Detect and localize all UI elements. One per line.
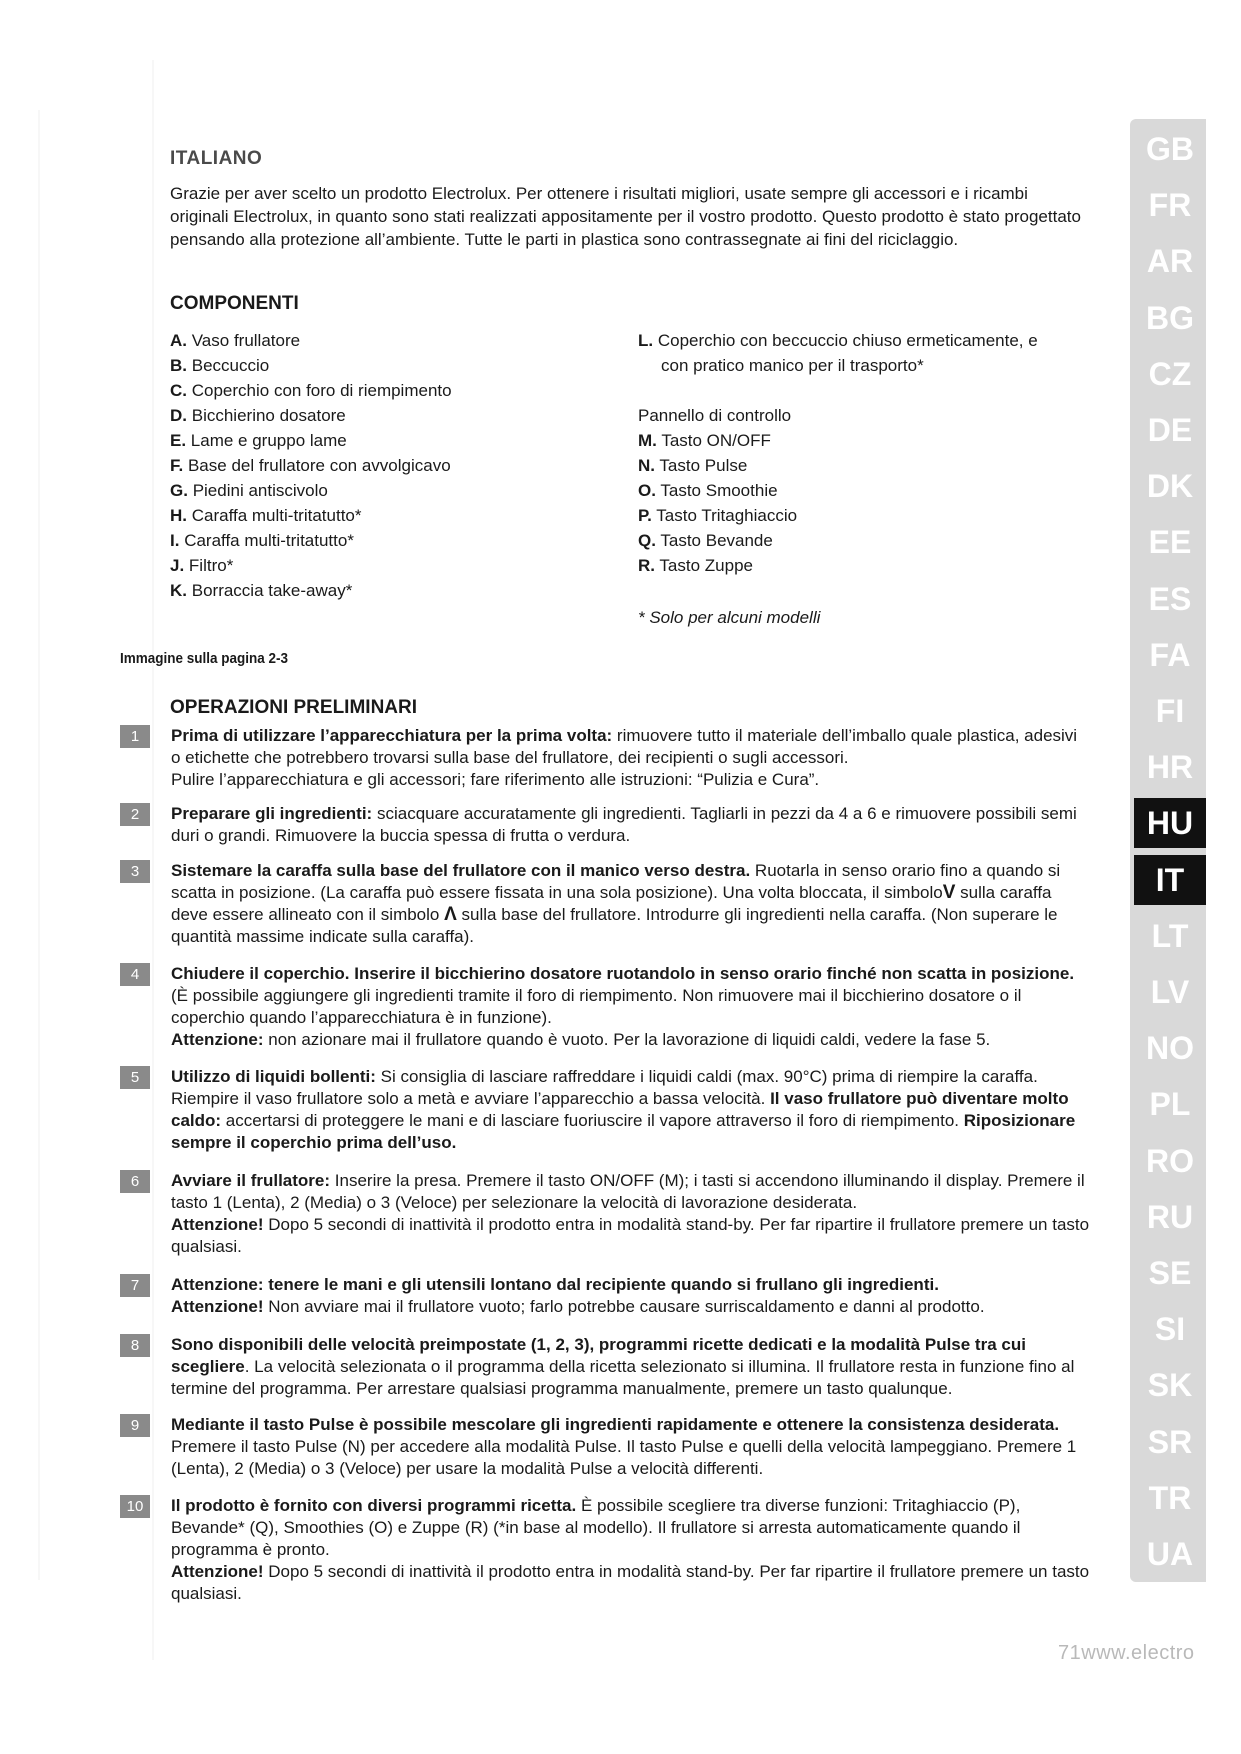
component-item: Q. Tasto Bevande (638, 531, 773, 550)
step-number-badge: 9 (120, 1414, 150, 1437)
step-text: Avviare il frullatore: Inserire la presa. Premere il tasto ON/OFF (M); i tasti si accendono illuminando il display. Premere il tasto 1 (Lenta), 2 (Media) o 3 (Veloce) per selezionare la velocità di lavorazione desiderata. Attenzione! Dopo 5 secondi di inattività il prodotto entra in modalità stand-by. Per far ripartire il frullatore premere un tasto qualsiasi. (171, 1171, 1090, 1256)
language-heading: ITALIANO (170, 148, 263, 169)
component-item: B. Beccuccio (170, 356, 270, 375)
component-item: N. Tasto Pulse (638, 456, 748, 475)
language-tab-sr[interactable]: SR (1147, 1423, 1193, 1460)
components-list-right (638, 328, 1038, 578)
language-tab-lt[interactable]: LT (1151, 917, 1189, 954)
step-number-badge: 3 (120, 860, 150, 883)
step-text: Sono disponibili delle velocità preimpostate (1, 2, 3), programmi ricette dedicati e la modalità Pulse tra cui scegliere. La velocità selezionata o il programma della ricetta selezionato si illumina. Il frullatore resta in funzione fino al termine del programma. Per arrestare qualsiasi programma manualmente, premere un tasto qualunque. (171, 1335, 1075, 1398)
language-tab-sk[interactable]: SK (1147, 1367, 1193, 1404)
step-number-badge: 10 (120, 1495, 150, 1518)
component-item: A. Vaso frullatore (170, 331, 301, 350)
language-tab-gb[interactable]: GB (1146, 131, 1194, 167)
language-tab-ro[interactable]: RO (1146, 1142, 1194, 1179)
component-item: H. Caraffa multi-tritatutto* (170, 506, 362, 525)
step-text: Prima di utilizzare l’apparecchiatura per la prima volta: rimuovere tutto il materiale dell’imballo quale plastica, adesivi o etichette che potrebbero trovarsi sulla base del frullatore, dei recipienti o sugli accessori. Pulire l’apparecchiatura e gli accessori; fare riferimento alle istruzioni: “Pulizia e Cura”. (171, 726, 1078, 789)
component-item-l: L. Coperchio con beccuccio chiuso ermeticamente, e (638, 331, 1038, 350)
language-tab-lv[interactable]: LV (1150, 974, 1190, 1010)
language-tab-dk[interactable]: DK (1146, 468, 1194, 505)
language-tab-de[interactable]: DE (1147, 412, 1193, 448)
page-footer: 71www.electro (1058, 1642, 1195, 1664)
component-item: C. Coperchio con foro di riempimento (170, 381, 452, 400)
component-item: K. Borraccia take-away* (170, 581, 353, 600)
component-item: M. Tasto ON/OFF (638, 431, 771, 450)
language-tab-pl[interactable]: PL (1149, 1086, 1191, 1123)
language-tab-cz[interactable]: CZ (1148, 355, 1192, 392)
language-tab-no[interactable]: NO (1146, 1030, 1194, 1067)
step-number-badge: 7 (120, 1274, 150, 1297)
step-text: Sistemare la caraffa sulla base del frullatore con il manico verso destra. Ruotarla in senso orario fino a quando si scatta in posizione. (La caraffa può essere fissata in una sola posizione). Una volta bloccata, il simboloV sulla caraffa deve essere allineato con il simbolo Λ sulla base del frullatore. Introdurre gli ingredienti nella caraffa. (Non superare le quantità massime indicate sulla caraffa). (171, 861, 1061, 946)
down-arrow-symbol: V (942, 882, 956, 903)
component-item: R. Tasto Zuppe (638, 556, 753, 575)
language-tab-ua[interactable]: UA (1146, 1536, 1194, 1572)
operations-heading: OPERAZIONI PRELIMINARI (170, 697, 418, 718)
components-heading: COMPONENTI (170, 293, 299, 314)
step-text: Attenzione: tenere le mani e gli utensili lontano dal recipiente quando si frullano gli ingredienti. Attenzione! Non avviare mai il frullatore vuoto; farlo potrebbe causare surriscaldamento e danni al prodotto. (171, 1275, 985, 1316)
step-number-badge: 6 (120, 1170, 150, 1193)
models-note: * Solo per alcuni modelli (638, 608, 821, 627)
step-text: Preparare gli ingredienti: sciacquare accuratamente gli ingredienti. Tagliarli in pezzi da 4 a 6 e rimuovere possibili semi duri o grandi. Rimuovere la buccia spessa di frutta o verdura. (171, 804, 1077, 845)
language-tab-fi[interactable]: FI (1155, 693, 1185, 729)
language-tab-ar[interactable]: AR (1146, 243, 1194, 280)
component-item: I. Caraffa multi-tritatutto* (170, 531, 354, 550)
language-tab-tr[interactable]: TR (1148, 1479, 1192, 1516)
step-text: Utilizzo di liquidi bollenti: Si consiglia di lasciare raffreddare i liquidi caldi (max. 90°C) prima di riempire la caraffa. Riempire il vaso frullatore solo a metà e avviare l’apparecchio a bassa velocità. Il vaso frullatore può diventare molto caldo: accertarsi di proteggere le mani e di lasciare fuoriuscire il vapore attraverso il foro di riempimento. Riposizionare sempre il coperchio prima dell’uso. (171, 1067, 1076, 1152)
step-number-badge: 8 (120, 1334, 150, 1357)
control-panel-title: Pannello di controllo (638, 406, 792, 425)
language-tab-it[interactable]: IT (1134, 855, 1206, 905)
component-item: J. Filtro* (170, 556, 234, 575)
language-tab-hu[interactable]: HU (1134, 798, 1206, 848)
components-list-left (170, 328, 452, 603)
component-item: G. Piedini antiscivolo (170, 481, 328, 500)
image-reference: Immagine sulla pagina 2-3 (120, 650, 289, 667)
language-tab-es[interactable]: ES (1148, 580, 1192, 617)
language-tab-hr[interactable]: HR (1146, 749, 1194, 786)
step-number-badge: 2 (120, 803, 150, 826)
language-tab-se[interactable]: SE (1148, 1255, 1192, 1291)
language-tab-fr[interactable]: FR (1148, 187, 1192, 224)
component-item: E. Lame e gruppo lame (170, 431, 347, 450)
component-item: F. Base del frullatore con avvolgicavo (170, 456, 451, 475)
language-tab-si[interactable]: SI (1154, 1311, 1186, 1348)
component-item-l-continued: con pratico manico per il trasporto* (661, 356, 924, 375)
component-item: P. Tasto Tritaghiaccio (638, 506, 798, 525)
component-item: D. Bicchierino dosatore (170, 406, 346, 425)
step-text: Mediante il tasto Pulse è possibile mescolare gli ingredienti rapidamente e ottenere la consistenza desiderata. Premere il tasto Pulse (N) per accedere alla modalità Pulse. Il tasto Pulse e quelli della velocità lampeggiano. Premere 1 (Lenta), 2 (Media) o 3 (Veloce) per usare la modalità Pulse a velocità differenti. (171, 1415, 1077, 1478)
step-text: Il prodotto è fornito con diversi programmi ricetta. È possibile scegliere tra diverse funzioni: Tritaghiaccio (P), Bevande* (Q), Smoothies (O) e Zuppe (R) (*in base al modello). Il frullatore si arresta automaticamente quando il programma è pronto. Attenzione! Dopo 5 secondi di inattività il prodotto entra in modalità stand-by. Per far ripartire il frullatore premere un tasto qualsiasi. (171, 1496, 1090, 1603)
step-number-badge: 4 (120, 963, 150, 986)
language-tab-fa[interactable]: FA (1149, 636, 1191, 673)
component-item: O. Tasto Smoothie (638, 481, 778, 500)
language-tab-ru[interactable]: RU (1146, 1198, 1194, 1235)
step-number-badge: 1 (120, 725, 150, 748)
language-tab-ee[interactable]: EE (1148, 524, 1192, 561)
language-tab-bg[interactable]: BG (1146, 299, 1194, 336)
up-arrow-symbol: Λ (444, 904, 457, 925)
intro-paragraph: Grazie per aver scelto un prodotto Electrolux. Per ottenere i risultati migliori, usate sempre gli accessori e i ricambi originali Electrolux, in quanto sono stati realizzati appositamente per il vostro prodotto. Questo prodotto è stato progettato pensando alla protezione all’ambiente. Tutte le parti in plastica sono contrassegnate ai fini del riciclaggio. (170, 184, 1081, 249)
step-text: Chiudere il coperchio. Inserire il bicchierino dosatore ruotandolo in senso orario finché non scatta in posizione. (È possibile aggiungere gli ingredienti tramite il foro di riempimento. Non rimuovere mai il bicchierino dosatore o il coperchio quando l’apparecchiatura è in funzione). Attenzione: non azionare mai il frullatore quando è vuoto. Per la lavorazione di liquidi caldi, vedere la fase 5. (171, 964, 1075, 1049)
step-number-badge: 5 (120, 1066, 150, 1089)
